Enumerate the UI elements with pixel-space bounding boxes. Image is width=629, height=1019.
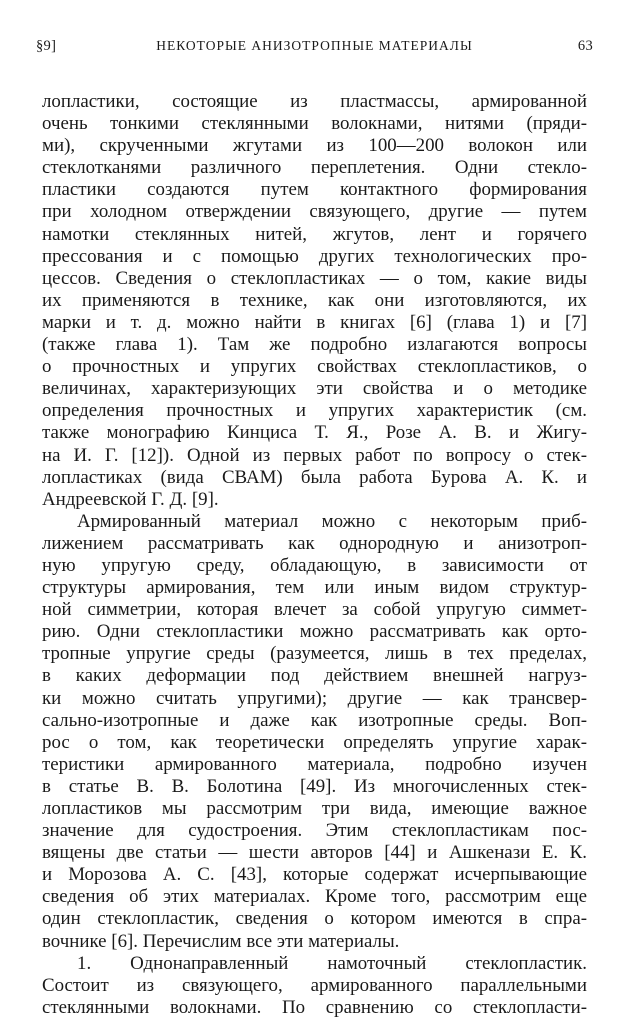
- text-line: тропные упругие среды (разумеется, лишь в тех пределах,: [42, 643, 587, 665]
- text-line: рос о том, как теоретически определять упругие харак-: [42, 731, 587, 753]
- text-line: лижением рассматривать как однородную и анизотроп-: [42, 532, 587, 554]
- text-line: очень тонкими стеклянными волокнами, нитями (пряди-: [42, 113, 587, 135]
- text-line: прессования и с помощью других технологических про-: [42, 245, 587, 267]
- text-line: вочнике [6]. Перечислим все эти материалы.: [42, 930, 400, 952]
- text-line: величинах, характеризующих эти свойства и о методике: [42, 378, 587, 400]
- text-line: ми), скрученными жгутами из 100—200 волокон или: [42, 135, 587, 157]
- text-line: лопластиках (вида СВАМ) была работа Бурова А. К. и: [42, 466, 587, 488]
- text-line: стеклотканями различного переплетения. Одни стекло-: [42, 157, 587, 179]
- text-line: Андреевской Г. Д. [9].: [42, 488, 219, 510]
- text-line: лопластики, состоящие из пластмассы, армированной: [42, 91, 587, 112]
- paragraph: [42, 953, 587, 1019]
- text-line: в каких деформации под действием внешней нагруз-: [42, 665, 587, 687]
- text-line: также монографию Кинциса Т. Я., Розе А. В. и Жигу-: [42, 422, 587, 444]
- text-line: 1. Однонаправленный намоточный стеклопластик.: [77, 952, 587, 974]
- text-line: ки можно считать упругими); другие — как трансвер-: [42, 687, 587, 709]
- text-line: цессов. Сведения о стеклопластиках — о том, какие виды: [42, 267, 587, 289]
- text-line: лопластиков мы рассмотрим три вида, имеющие важное: [42, 798, 587, 819]
- text-line: значение для судостроения. Этим стеклопластикам пос-: [42, 820, 587, 842]
- text-line: рию. Одни стеклопластики можно рассматривать как орто-: [42, 621, 587, 643]
- text-line: сведения об этих материалах. Кроме того, рассмотрим еще: [42, 886, 587, 908]
- paragraph: [42, 91, 587, 511]
- text-line: пластики создаются путем контактного формирования: [42, 179, 587, 201]
- body-text: [42, 91, 587, 1019]
- text-line: определения прочностных и упругих характеристик (см.: [42, 400, 587, 422]
- text-line: при холодном отверждении связующего, другие — путем: [42, 201, 587, 223]
- text-line: (также глава 1). Там же подробно излагаются вопросы: [42, 334, 587, 356]
- section-marker: §9]: [36, 38, 57, 54]
- text-line: на И. Г. [12]). Одной из первых работ по вопросу о стек-: [42, 444, 587, 466]
- text-line: вящены две статьи — шести авторов [44] и Ашкенази Е. К.: [42, 842, 587, 864]
- text-line: о прочностных и упругих свойствах стеклопластиков, о: [42, 356, 587, 378]
- text-line: их применяются в технике, как они изготовляются, их: [42, 289, 587, 311]
- running-title: НЕКОТОРЫЕ АНИЗОТРОПНЫЕ МАТЕРИАЛЫ: [156, 38, 473, 53]
- text-line: стеклянными волокнами. По сравнению со стеклопласти-: [42, 996, 587, 1018]
- text-line: теристики армированного материала, подробно изучен: [42, 753, 587, 775]
- text-line: в статье В. В. Болотина [49]. Из многочисленных стек-: [42, 775, 587, 797]
- text-line: и Морозова А. С. [43], которые содержат исчерпывающие: [42, 864, 587, 886]
- text-line: намотки стеклянных нитей, жгутов, лент и горячего: [42, 223, 587, 245]
- text-line: Армированный материал можно с некоторым приб-: [77, 510, 587, 532]
- text-line: структуры армирования, тем или иным видом структур-: [42, 577, 587, 599]
- text-line: сально-изотропные и даже как изотропные среды. Воп-: [42, 709, 587, 731]
- text-line: марки и т. д. можно найти в книгах [6] (глава 1) и [7]: [42, 311, 587, 333]
- text-line: ной симметрии, которая влечет за собой упругую симмет-: [42, 599, 587, 621]
- text-line: один стеклопластик, сведения о котором имеются в спра-: [42, 908, 587, 930]
- running-head: [36, 38, 593, 60]
- page-number: 63: [577, 38, 593, 54]
- text-line: ную упругую среду, обладающую, в зависимости от: [42, 554, 587, 576]
- paragraph: [42, 511, 587, 953]
- text-line: Состоит из связующего, армированного параллельными: [42, 974, 587, 996]
